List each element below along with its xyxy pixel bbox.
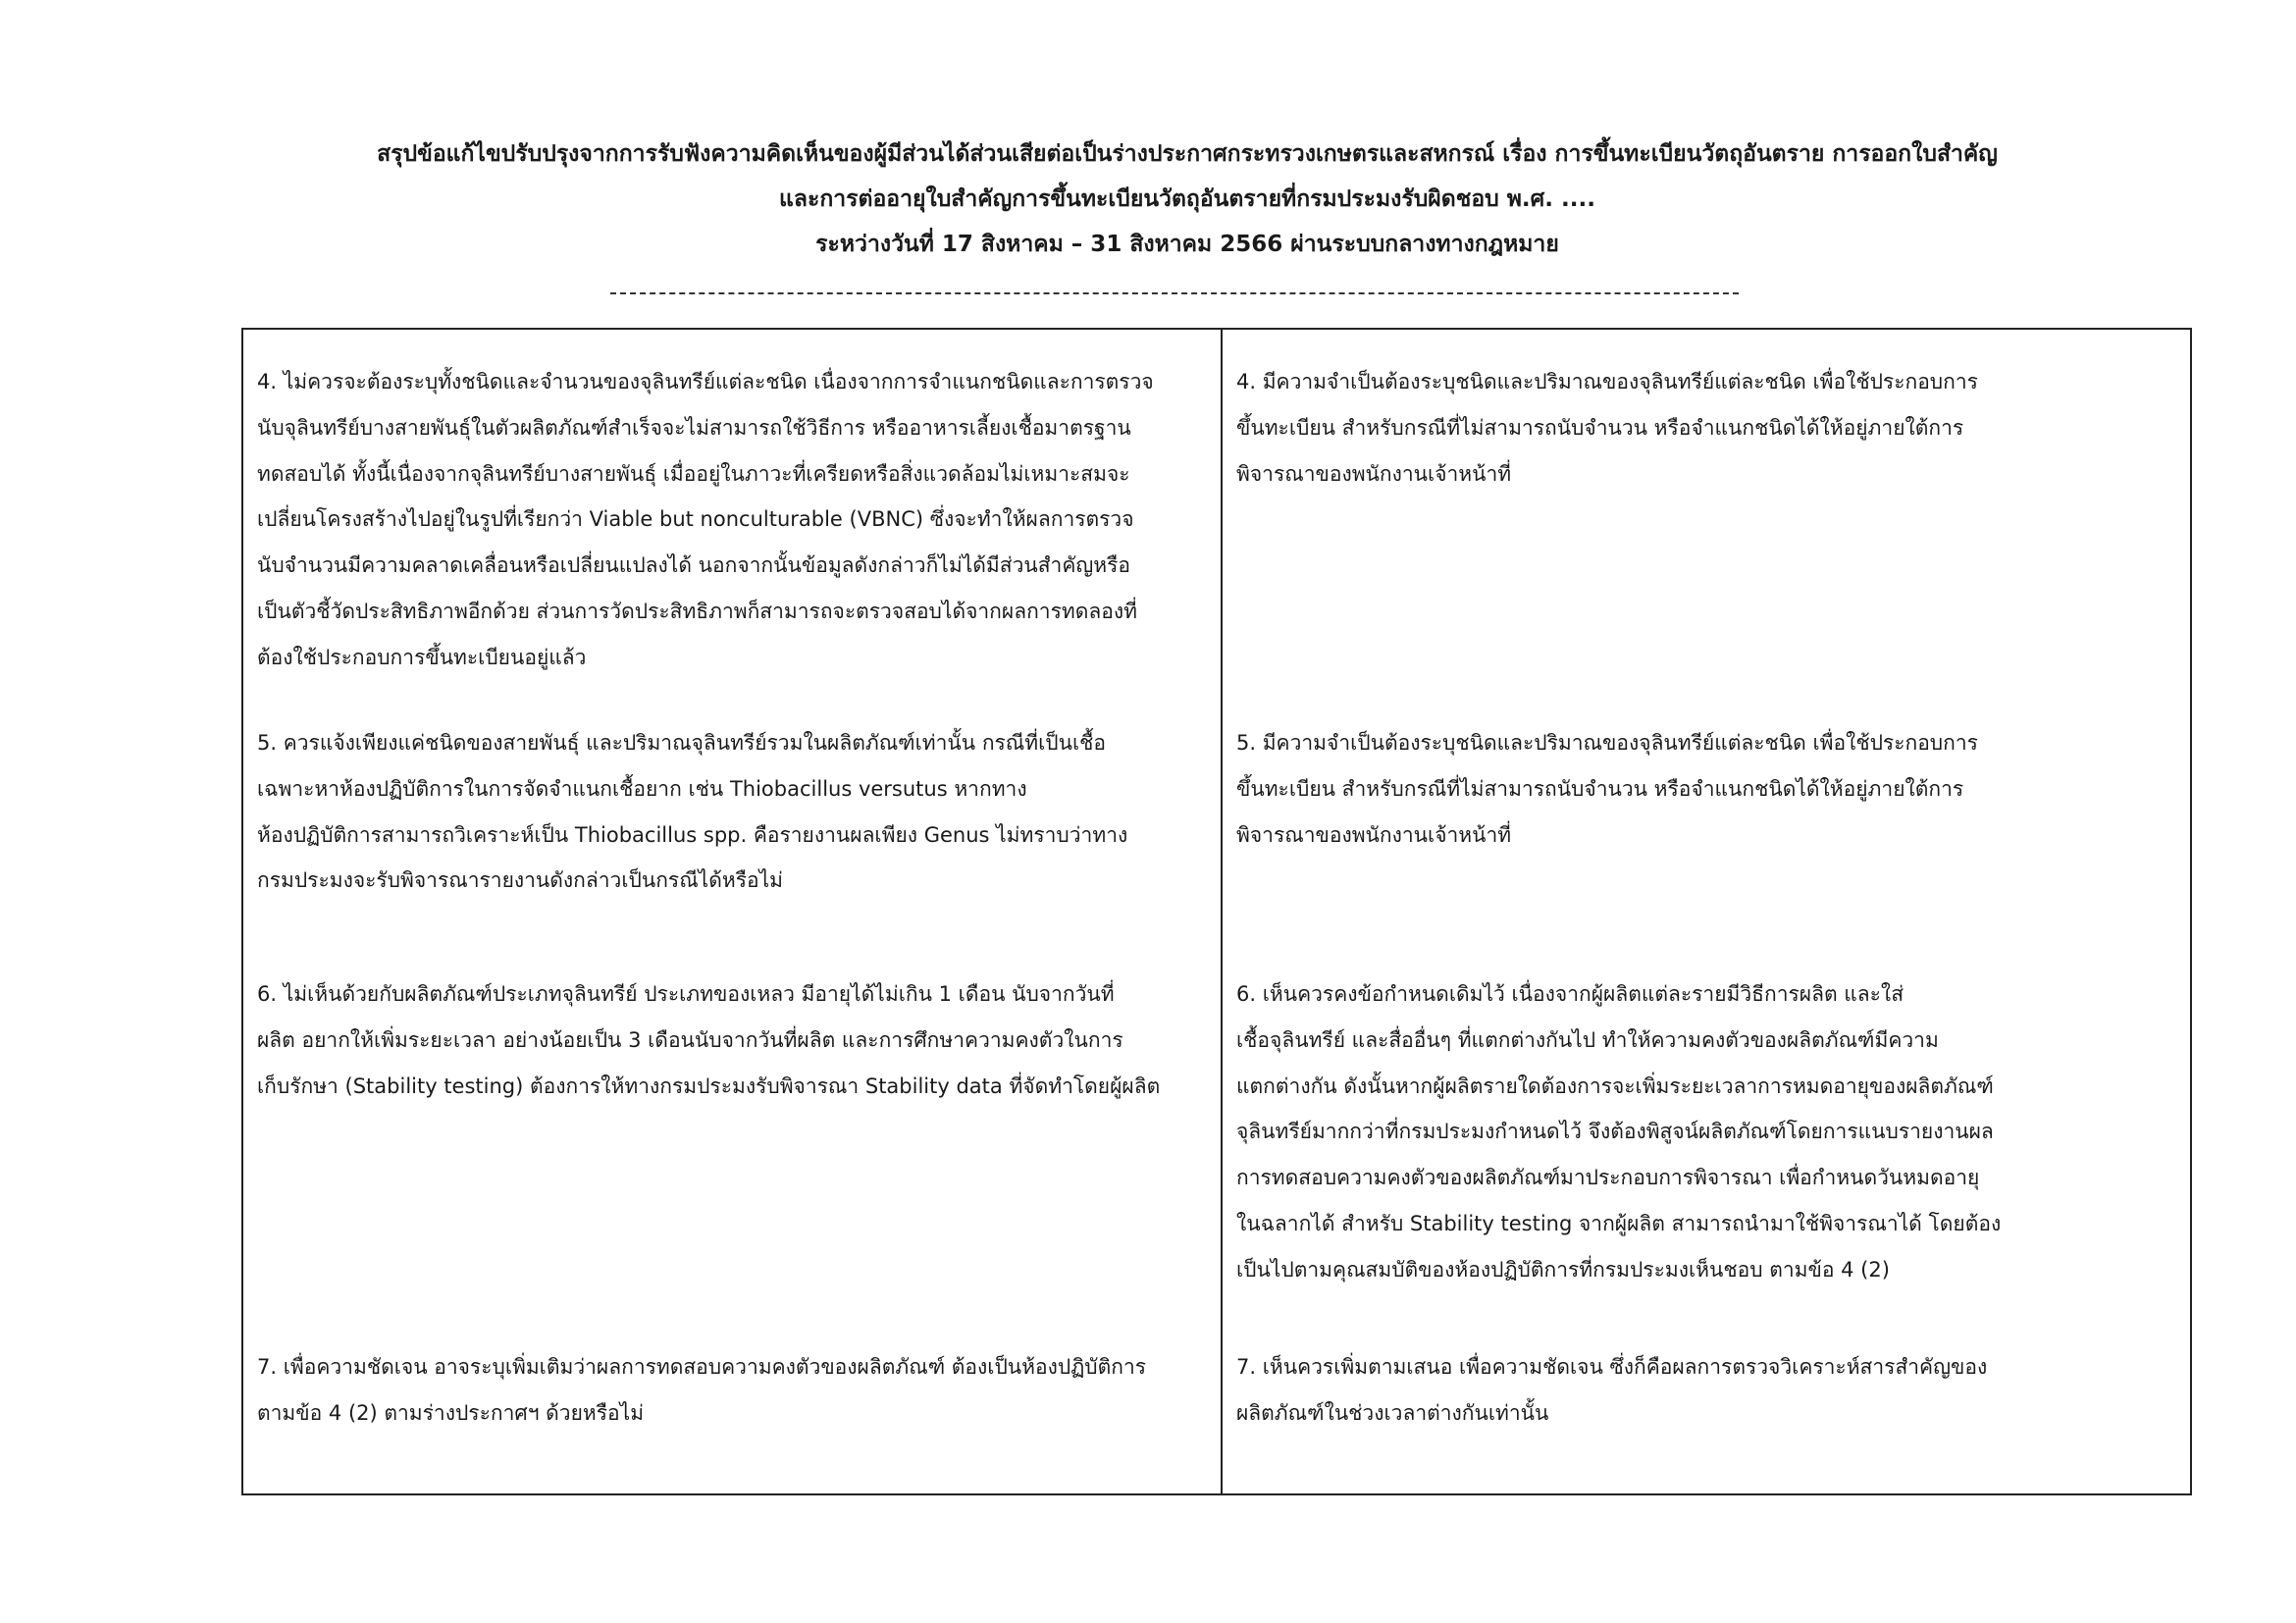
response-line: พิจารณาของพนักงานเจ้าหน้าที่ — [1236, 822, 1512, 847]
response-line: ขึ้นทะเบียน สำหรับกรณีที่ไม่สามารถนับจำนวน หรือจำแนกชนิดได้ให้อยู่ภายใต้การ — [1236, 415, 1964, 440]
comment-line: ผลิต อยากให้เพิ่มระยะเวลา อย่างน้อยเป็น 3 เดือนนับจากวันที่ผลิต และการศึกษาความคงตัวในการ — [257, 1027, 1123, 1052]
response-line: 4. มีความจำเป็นต้องระบุชนิดและปริมาณของจุลินทรีย์แต่ละชนิด เพื่อใช้ประกอบการ — [1236, 370, 1978, 393]
comment-line: นับจำนวนมีความคลาดเคลื่อนหรือเปลี่ยนแปลงได้ นอกจากนั้นข้อมูลดังกล่าวก็ไม่ได้มีส่วนสำคัญหรือ — [257, 553, 1130, 578]
response-cell — [1236, 359, 2188, 497]
response-line: 6. เห็นควรคงข้อกำหนดเดิมไว้ เนื่องจากผู้ผลิตแต่ละรายมีวิธีการผลิต และใส่ — [1236, 982, 1905, 1006]
comment-line: ตามข้อ 4 (2) ตามร่างประกาศฯ ด้วยหรือไม่ — [257, 1400, 645, 1425]
comment-cell — [257, 971, 1214, 1109]
title-line-1: สรุปข้อแก้ไขปรับปรุงจากการรับฟังความคิดเห็นของผู้มีส่วนได้ส่วนเสียต่อเป็นร่างประกาศกระทรวงเกษตรและสหกรณ์ เรื่อง การขึ้นทะเบียนวัตถุอันตราย การออกใบสำคัญ — [377, 141, 1998, 167]
column-divider — [1221, 330, 1223, 1493]
comment-line: ทดสอบได้ ทั้งนี้เนื่องจากจุลินทรีย์บางสายพันธุ์ เมื่ออยู่ในภาวะที่เครียดหรือสิ่งแวดล้อมไม่เหมาะสมจะ — [257, 461, 1130, 486]
comments-table — [241, 328, 2192, 1495]
response-line: พิจารณาของพนักงานเจ้าหน้าที่ — [1236, 461, 1512, 486]
response-line: การทดสอบความคงตัวของผลิตภัณฑ์มาประกอบการพิจารณา เพื่อกำหนดวันหมดอายุ — [1236, 1166, 1980, 1190]
response-cell — [1236, 971, 2188, 1293]
document-header — [353, 131, 2021, 267]
response-cell — [1236, 720, 2188, 858]
response-line: เป็นไปตามคุณสมบัติของห้องปฏิบัติการที่กรมประมงเห็นชอบ ตามข้อ 4 (2) — [1236, 1257, 1890, 1282]
comment-line: นับจุลินทรีย์บางสายพันธุ์ในตัวผลิตภัณฑ์สำเร็จจะไม่สามารถใช้วิธีการ หรืออาหารเลี้ยงเชื้อมาตรฐาน — [257, 415, 1131, 440]
comment-line: เก็บรักษา (Stability testing) ต้องการให้ทางกรมประมงรับพิจารณา Stability data ที่จัดทำโดยผู้ผลิต — [257, 1073, 1161, 1098]
dashed-separator — [610, 292, 1739, 294]
comment-cell — [257, 1344, 1214, 1437]
comment-line: ห้องปฏิบัติการสามารถวิเคราะห์เป็น Thiobacillus spp. คือรายงานผลเพียง Genus ไม่ทราบว่าทาง — [257, 822, 1128, 847]
comment-cell — [257, 720, 1214, 904]
comment-line: 5. ควรแจ้งเพียงแค่ชนิดของสายพันธุ์ และปริมาณจุลินทรีย์รวมในผลิตภัณฑ์เท่านั้น กรณีที่เป็นเชื้อ — [257, 731, 1107, 755]
response-line: ขึ้นทะเบียน สำหรับกรณีที่ไม่สามารถนับจำนวน หรือจำแนกชนิดได้ให้อยู่ภายใต้การ — [1236, 776, 1964, 801]
comment-line: เฉพาะหาห้องปฏิบัติการในการจัดจำแนกเชื้อยาก เช่น Thiobacillus versutus หากทาง — [257, 776, 1027, 801]
comment-line: เปลี่ยนโครงสร้างไปอยู่ในรูปที่เรียกว่า Viable but nonculturable (VBNC) ซึ่งจะทำให้ผลการตรวจ — [257, 507, 1134, 532]
response-line: จุลินทรีย์มากกว่าที่กรมประมงกำหนดไว้ จึงต้องพิสูจน์ผลิตภัณฑ์โดยการแนบรายงานผล — [1236, 1120, 1994, 1144]
title-line-3: ระหว่างวันที่ 17 สิงหาคม – 31 สิงหาคม 2566 ผ่านระบบกลางทางกฎหมาย — [815, 232, 1559, 257]
comment-line: ต้องใช้ประกอบการขึ้นทะเบียนอยู่แล้ว — [257, 645, 587, 669]
title-line-2: และการต่ออายุใบสำคัญการขึ้นทะเบียนวัตถุอันตรายที่กรมประมงรับผิดชอบ พ.ศ. .... — [779, 186, 1595, 212]
response-cell — [1236, 1344, 2188, 1437]
comment-line: 7. เพื่อความชัดเจน อาจระบุเพิ่มเติมว่าผลการทดสอบความคงตัวของผลิตภัณฑ์ ต้องเป็นห้องปฏิบัติการ — [257, 1355, 1147, 1379]
response-line: 5. มีความจำเป็นต้องระบุชนิดและปริมาณของจุลินทรีย์แต่ละชนิด เพื่อใช้ประกอบการ — [1236, 731, 1978, 755]
response-line: ในฉลากได้ สำหรับ Stability testing จากผู้ผลิต สามารถนำมาใช้พิจารณาได้ โดยต้อง — [1236, 1211, 2002, 1235]
comment-line: เป็นตัวชี้วัดประสิทธิภาพอีกด้วย ส่วนการวัดประสิทธิภาพก็สามารถจะตรวจสอบได้จากผลการทดลองที่ — [257, 599, 1137, 623]
comment-line: 4. ไม่ควรจะต้องระบุทั้งชนิดและจำนวนของจุลินทรีย์แต่ละชนิด เนื่องจากการจำแนกชนิดและการตรวจ — [257, 370, 1154, 393]
response-line: 7. เห็นควรเพิ่มตามเสนอ เพื่อความชัดเจน ซึ่งก็คือผลการตรวจวิเคราะห์สารสำคัญของ — [1236, 1355, 1988, 1379]
comment-cell — [257, 359, 1214, 681]
response-line: ผลิตภัณฑ์ในช่วงเวลาต่างกันเท่านั้น — [1236, 1400, 1549, 1425]
comment-line: กรมประมงจะรับพิจารณารายงานดังกล่าวเป็นกรณีได้หรือไม่ — [257, 868, 784, 893]
comment-line: 6. ไม่เห็นด้วยกับผลิตภัณฑ์ประเภทจุลินทรีย์ ประเภทของเหลว มีอายุได้ไม่เกิน 1 เดือน นับจากวันที่ — [257, 982, 1115, 1006]
response-line: แตกต่างกัน ดังนั้นหากผู้ผลิตรายใดต้องการจะเพิ่มระยะเวลาการหมดอายุของผลิตภัณฑ์ — [1236, 1073, 1994, 1098]
response-line: เชื้อจุลินทรีย์ และสื่ออื่นๆ ที่แตกต่างกันไป ทำให้ความคงตัวของผลิตภัณฑ์มีความ — [1236, 1027, 1939, 1052]
